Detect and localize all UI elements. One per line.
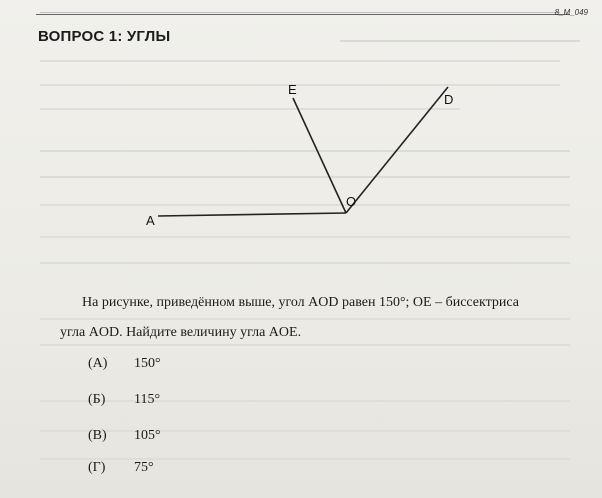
option-a[interactable] (88, 356, 161, 372)
label-d: D (444, 92, 454, 107)
ray-oe (293, 98, 346, 213)
option-value: 115° (134, 392, 161, 407)
option-b[interactable] (88, 392, 160, 408)
label-o: O (346, 194, 357, 209)
problem-line-1: На рисунке, приведённом выше, угол AOD равен 150°; OE – биссектриса (82, 295, 520, 310)
problem-line-2: угла AOD. Найдите величину угла AOE. (60, 325, 302, 340)
option-d[interactable] (88, 460, 154, 476)
ray-oa (158, 213, 346, 216)
option-letter: (Г) (88, 460, 106, 475)
label-a: A (146, 213, 155, 228)
label-e: E (288, 82, 297, 97)
option-letter: (Б) (88, 392, 106, 407)
option-letter: (А) (88, 356, 108, 371)
option-value: 105° (134, 428, 161, 443)
ray-od (346, 87, 448, 213)
option-c[interactable] (88, 428, 161, 444)
option-letter: (В) (88, 428, 107, 443)
question-title: ВОПРОС 1: УГЛЫ (38, 28, 171, 45)
option-value: 150° (134, 356, 161, 371)
document-code: 8_M_049 (554, 8, 588, 17)
option-value: 75° (134, 460, 154, 475)
